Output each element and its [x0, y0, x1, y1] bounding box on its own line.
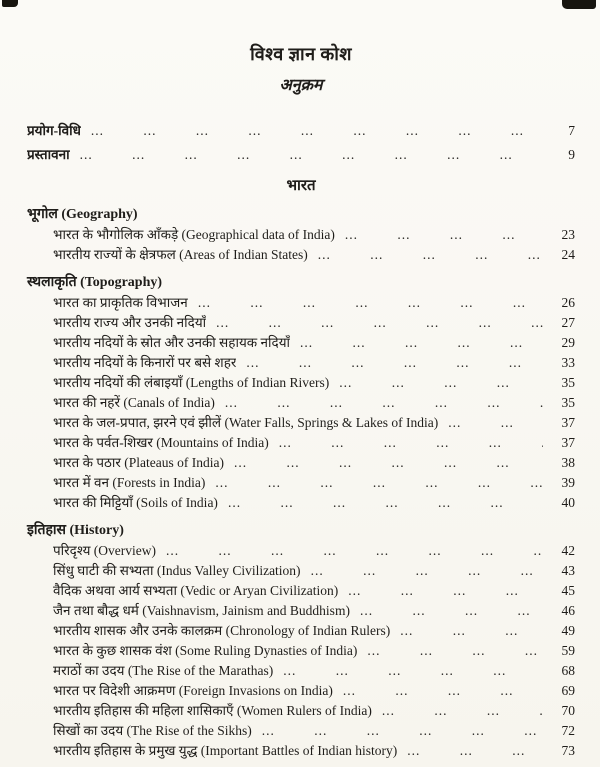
toc-row [27, 353, 575, 373]
toc-entry-label: वैदिक अथवा आर्य सभ्यता (Vedic or Aryan Civilization) [53, 583, 339, 598]
toc-row [27, 741, 575, 761]
toc-entry-label: भारतीय इतिहास की महिला शासिकाएँ (Women Rulers of India) [53, 703, 372, 718]
toc-page-number: 72 [561, 723, 575, 738]
toc-row [27, 561, 575, 581]
toc-row [27, 433, 575, 453]
dot-leader [166, 541, 543, 561]
toc-entry-label: भारत के पर्वत-शिखर (Mountains of India) [53, 435, 269, 450]
toc-entry-label: परिदृश्य (Overview) [53, 543, 157, 558]
toc-row [27, 313, 575, 333]
section-heading: स्थलाकृति (Topography) [27, 275, 163, 290]
toc-page-number: 42 [561, 543, 575, 558]
toc-row [27, 245, 575, 265]
dot-leader [318, 245, 543, 265]
toc-row [27, 143, 575, 167]
section-rows [27, 293, 575, 513]
toc-row [27, 373, 575, 393]
toc-row [27, 333, 575, 353]
dot-leader [283, 661, 543, 681]
toc-entry-label: प्रयोग-विधि [27, 123, 81, 138]
toc-page-number: 23 [561, 227, 575, 242]
toc-entry-label: भारतीय नदियों की लंबाइयाँ (Lengths of Indian Rivers) [53, 375, 330, 390]
toc-page-number: 43 [561, 563, 575, 578]
dot-leader [225, 393, 543, 413]
scan-artifact-right [562, 0, 596, 9]
toc-entry-label: भारत की नहरें (Canals of India) [53, 395, 215, 410]
toc-page-number: 38 [561, 455, 575, 470]
toc-row [27, 393, 575, 413]
toc-entry-label: भारतीय इतिहास के प्रमुख युद्ध (Important Battles of Indian history) [53, 743, 398, 758]
dot-leader [345, 225, 543, 245]
toc-page-number: 69 [561, 683, 575, 698]
dot-leader [279, 433, 543, 453]
dot-leader [246, 353, 543, 373]
toc-row [27, 493, 575, 513]
dot-leader [300, 333, 543, 353]
toc-page-number: 37 [561, 415, 575, 430]
toc-page-number: 35 [561, 395, 575, 410]
toc-entry-label: भारतीय शासक और उनके कालक्रम (Chronology of Indian Rulers) [53, 623, 391, 638]
toc-page-number: 33 [561, 355, 575, 370]
toc-row [27, 721, 575, 741]
contents-heading: अनुक्रम [279, 77, 323, 94]
toc-row [27, 225, 575, 245]
toc-page-number: 9 [568, 147, 575, 162]
toc-page-number: 46 [561, 603, 575, 618]
toc-page-number: 40 [561, 495, 575, 510]
toc-entry-label: भारतीय नदियों के स्रोत और उनकी सहायक नदियाँ [53, 335, 291, 350]
toc-page-number: 68 [561, 663, 575, 678]
toc-entry-label: भारत के पठार (Plateaus of India) [53, 455, 224, 470]
dot-leader [407, 741, 543, 761]
toc-entry-label: मराठों का उदय (The Rise of the Marathas) [53, 663, 274, 678]
toc-row [27, 581, 575, 601]
toc-row [27, 701, 575, 721]
toc-page-number: 29 [561, 335, 575, 350]
toc-page-number: 49 [561, 623, 575, 638]
toc-page-number: 26 [561, 295, 575, 310]
sections-list [27, 204, 575, 761]
toc-row [27, 293, 575, 313]
toc-row [27, 473, 575, 493]
toc-row [27, 681, 575, 701]
dot-leader [198, 293, 543, 313]
dot-leader [382, 701, 543, 721]
dot-leader [448, 413, 543, 433]
dot-leader [91, 119, 543, 143]
toc-row [27, 601, 575, 621]
dot-leader [339, 373, 543, 393]
toc-page-number: 35 [561, 375, 575, 390]
toc-row [27, 621, 575, 641]
toc-entry-label: भारत के जल-प्रपात, झरने एवं झीलें (Water Falls, Springs & Lakes of India) [53, 415, 439, 430]
toc-row [27, 119, 575, 143]
toc-page-number: 24 [561, 247, 575, 262]
toc-page-number: 45 [561, 583, 575, 598]
dot-leader [234, 453, 543, 473]
toc-entry-label: भारतीय नदियों के किनारों पर बसे शहर [53, 355, 237, 370]
toc-entry-label: भारत के भौगोलिक आँकड़े (Geographical data of India) [53, 227, 335, 242]
toc-section [27, 272, 575, 513]
dot-leader [216, 313, 543, 333]
toc-entry-label: भारत का प्राकृतिक विभाजन [53, 295, 188, 310]
toc-page-number: 59 [561, 643, 575, 658]
toc-section [27, 520, 575, 761]
toc-entry-label: जैन तथा बौद्ध धर्म (Vaishnavism, Jainism and Buddhism) [53, 603, 350, 618]
toc-page-number: 37 [561, 435, 575, 450]
section-rows [27, 225, 575, 265]
part-heading: भारत [286, 178, 316, 194]
section-heading: इतिहास (History) [27, 523, 124, 538]
dot-leader [367, 641, 543, 661]
toc-page-number: 70 [561, 703, 575, 718]
toc-entry-label: भारत में वन (Forests in India) [53, 475, 206, 490]
toc-row [27, 641, 575, 661]
toc-page-number: 39 [561, 475, 575, 490]
toc-page-number: 7 [568, 123, 575, 138]
toc-row [27, 541, 575, 561]
dot-leader [80, 143, 543, 167]
section-heading: भूगोल (Geography) [27, 207, 138, 222]
toc-entry-label: प्रस्तावना [27, 147, 70, 162]
toc-entry-label: सिंधु घाटी की सभ्यता (Indus Valley Civilization) [53, 563, 301, 578]
toc-entry-label: भारत के कुछ शासक वंश (Some Ruling Dynasties of India) [53, 643, 358, 658]
section-rows [27, 541, 575, 761]
toc-row [27, 413, 575, 433]
toc-page-number: 27 [561, 315, 575, 330]
toc-page-number: 73 [561, 743, 575, 758]
dot-leader [311, 561, 543, 581]
front-matter-list [27, 119, 575, 167]
scan-artifact-left [2, 0, 18, 7]
toc-entry-label: भारत पर विदेशी आक्रमण (Foreign Invasions on India) [53, 683, 333, 698]
toc-section [27, 204, 575, 265]
dot-leader [228, 493, 543, 513]
toc-entry-label: सिखों का उदय (The Rise of the Sikhs) [53, 723, 252, 738]
book-title: विश्व ज्ञान कोश [250, 44, 352, 64]
toc-row [27, 661, 575, 681]
toc-entry-label: भारत की मिट्टियाँ (Soils of India) [53, 495, 218, 510]
dot-leader [400, 621, 543, 641]
dot-leader [343, 681, 543, 701]
dot-leader [348, 581, 543, 601]
toc-row [27, 453, 575, 473]
dot-leader [262, 721, 543, 741]
toc-entry-label: भारतीय राज्यों के क्षेत्रफल (Areas of Indian States) [53, 247, 308, 262]
dot-leader [215, 473, 543, 493]
toc-entry-label: भारतीय राज्य और उनकी नदियाँ [53, 315, 207, 330]
dot-leader [360, 601, 543, 621]
